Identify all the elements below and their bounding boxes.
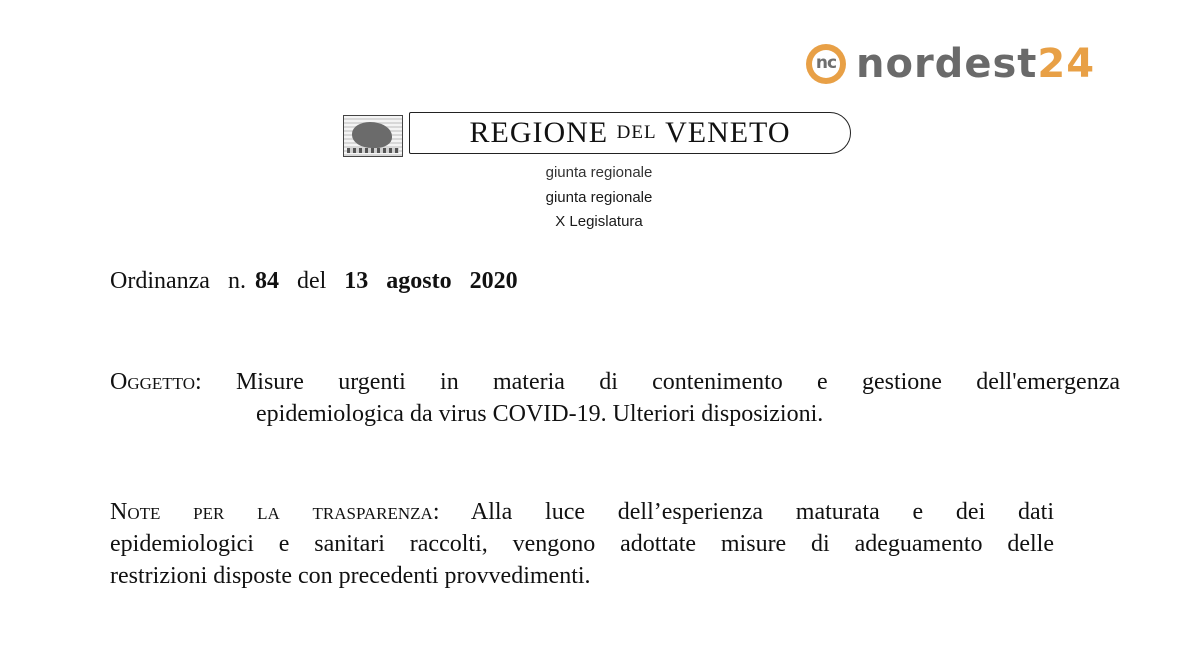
transparency-note-label: Note per la trasparenza: [110, 499, 440, 525]
nordest24-watermark [806, 40, 1095, 88]
legislature-label: X Legislatura [555, 213, 643, 230]
ordinance-title: Ordinanza n. 84 del 13 agosto 2020 [110, 268, 518, 294]
regione-veneto-crest-icon [343, 115, 403, 157]
ordinance-date: 13 agosto 2020 [344, 268, 518, 294]
nordest24-logo-icon [806, 44, 846, 84]
transparency-note-paragraph [110, 496, 1054, 592]
nordest24-wordmark: nordest24 [856, 41, 1096, 87]
transparency-note-line2: epidemiologici e sanitari raccolti, vengono adottate misure di adeguamento delle [110, 531, 1054, 557]
document-header [343, 112, 863, 162]
transparency-note-line3: restrizioni disposte con precedenti provvedimenti. [110, 563, 591, 589]
subject-paragraph [110, 366, 1120, 430]
subject-text-line1: Misure urgenti in materia di contenimento e gestione dell'emergenza [201, 369, 1120, 395]
header-subtitle: giunta regionale [545, 164, 653, 181]
transparency-note-line1: Alla luce dell’esperienza maturata e dei dati [439, 499, 1055, 525]
header-subtitle-repeat: giunta regionale [545, 189, 653, 206]
subject-label: Oggetto: [110, 369, 202, 395]
region-nameplate: REGIONE DEL VENETO [409, 112, 851, 154]
subject-text-line2: epidemiologica da virus COVID-19. Ulteriori disposizioni. [256, 401, 824, 427]
ordinance-number: 84 [254, 268, 279, 294]
